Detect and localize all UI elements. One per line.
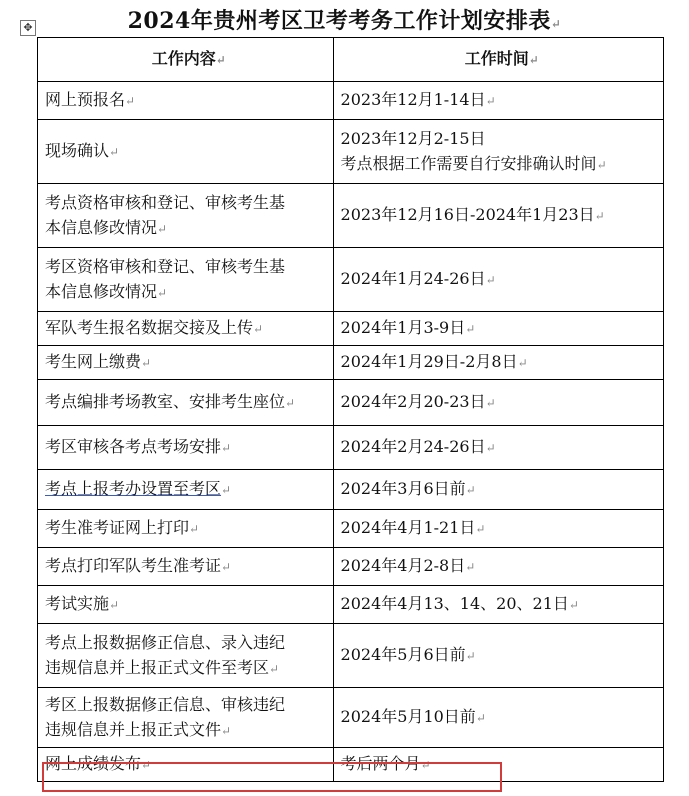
cell-line: 考点编排考场教室、安排考生座位↵ [45, 392, 296, 411]
cell-line: 2024年4月13、14、20、21日↵ [340, 594, 579, 613]
paragraph-mark: ↵ [465, 483, 476, 497]
table-row [38, 184, 664, 248]
task-cell[interactable] [38, 248, 334, 312]
time-cell[interactable] [333, 586, 663, 624]
cell-line: 考点上报数据修正信息、录入违纪 [45, 632, 286, 652]
paragraph-mark: ↵ [594, 209, 605, 223]
cell-line: 2024年2月24-26日↵ [340, 437, 496, 456]
paragraph-mark: ↵ [568, 598, 579, 612]
paragraph-mark: ↵ [465, 322, 476, 336]
cell-line: 2024年2月20-23日↵ [340, 392, 496, 411]
cell-line: 2024年1月3-9日↵ [340, 318, 476, 337]
cell-line: 考区上报数据修正信息、审核违纪 [45, 694, 286, 714]
paragraph-mark: ↵ [475, 522, 486, 536]
task-cell[interactable] [38, 624, 334, 688]
task-cell[interactable] [38, 380, 334, 426]
paragraph-mark: ↵ [485, 441, 496, 455]
time-cell[interactable] [333, 346, 663, 380]
task-cell[interactable] [38, 426, 334, 470]
table-row [38, 82, 664, 120]
paragraph-mark: ↵ [221, 560, 232, 574]
time-cell[interactable] [333, 120, 663, 184]
header-time: 工作时间↵ [333, 38, 663, 82]
cell-line: 2024年4月1-21日↵ [340, 518, 486, 537]
paragraph-mark: ↵ [285, 396, 296, 410]
cell-line: 考生准考证网上打印↵ [45, 518, 200, 537]
cell-line: 考生网上缴费↵ [45, 352, 152, 371]
task-cell[interactable] [38, 548, 334, 586]
paragraph-mark: ↵ [596, 157, 607, 172]
paragraph-mark: ↵ [109, 145, 120, 159]
table-row [38, 120, 664, 184]
time-cell[interactable] [333, 380, 663, 426]
table-row [38, 510, 664, 548]
cell-line: 2024年5月10日前↵ [340, 707, 486, 726]
cell-line: 2024年5月6日前↵ [340, 645, 476, 664]
cell-line: 考点打印军队考生准考证↵ [45, 556, 232, 575]
cell-line: 网上预报名↵ [45, 90, 136, 109]
table-row [38, 688, 664, 748]
paragraph-mark: ↵ [125, 94, 136, 108]
paragraph-mark: ↵ [465, 560, 476, 574]
paragraph-mark: ↵ [157, 221, 168, 236]
time-cell[interactable] [333, 470, 663, 510]
cell-line: 2023年12月1-14日↵ [340, 90, 496, 109]
time-cell[interactable] [333, 82, 663, 120]
table-row [38, 346, 664, 380]
cell-line: 考后两个月↵ [340, 754, 431, 773]
cell-line: 考区审核各考点考场安排↵ [45, 437, 232, 456]
cell-line: 2023年12月2-15日 [340, 128, 486, 148]
task-cell[interactable] [38, 184, 334, 248]
task-cell[interactable] [38, 586, 334, 624]
cell-line: 违规信息并上报正式文件至考区↵ [45, 657, 280, 677]
cell-line: 网上成绩发布↵ [45, 754, 152, 773]
time-cell[interactable] [333, 548, 663, 586]
table-row [38, 380, 664, 426]
paragraph-mark: ↵ [465, 649, 476, 663]
paragraph-mark: ↵ [485, 273, 496, 287]
table-row [38, 470, 664, 510]
task-cell[interactable] [38, 82, 334, 120]
cell-line: 2024年3月6日前↵ [340, 479, 476, 498]
time-cell[interactable] [333, 688, 663, 748]
table-row [38, 586, 664, 624]
cell-line: 2024年4月2-8日↵ [340, 556, 476, 575]
time-cell[interactable] [333, 184, 663, 248]
paragraph-mark: ↵ [420, 758, 431, 772]
highlight-box [42, 762, 502, 792]
paragraph-mark: ↵ [253, 322, 264, 336]
paragraph-mark: ↵ [157, 285, 168, 300]
cell-line: 违规信息并上报正式文件↵ [45, 719, 232, 739]
table-row [38, 312, 664, 346]
cell-line: 本信息修改情况↵ [45, 217, 168, 237]
document-title: 2024年贵州考区卫考考务工作计划安排表↵ [127, 8, 562, 34]
time-cell[interactable] [333, 624, 663, 688]
cell-line: 现场确认↵ [45, 141, 120, 160]
paragraph-mark: ↵ [221, 723, 232, 738]
time-cell[interactable] [333, 312, 663, 346]
task-cell[interactable] [38, 120, 334, 184]
table-row [38, 248, 664, 312]
cell-line: 考试实施↵ [45, 594, 120, 613]
table-header-row [38, 38, 664, 82]
cell-line: 2024年1月24-26日↵ [340, 269, 496, 288]
paragraph-mark: ↵ [475, 711, 486, 725]
cell-line: 考点资格审核和登记、审核考生基 [45, 192, 286, 212]
paragraph-mark: ↵ [189, 522, 200, 536]
cell-line: 2023年12月16日-2024年1月23日↵ [340, 205, 605, 224]
cell-line: 军队考生报名数据交接及上传↵ [45, 318, 264, 337]
paragraph-mark: ↵ [517, 356, 528, 370]
paragraph-mark: ↵ [485, 94, 496, 108]
paragraph-mark: ↵ [109, 598, 120, 612]
header-task: 工作内容↵ [38, 38, 334, 82]
paragraph-mark: ↵ [141, 758, 152, 772]
task-cell[interactable] [38, 470, 334, 510]
table-row [38, 426, 664, 470]
time-cell[interactable] [333, 426, 663, 470]
paragraph-mark: ↵ [141, 356, 152, 370]
task-cell[interactable] [38, 510, 334, 548]
paragraph-mark: ↵ [221, 441, 232, 455]
task-cell[interactable] [38, 688, 334, 748]
paragraph-mark: ↵ [221, 483, 232, 497]
time-cell[interactable] [333, 510, 663, 548]
cell-line: 考区资格审核和登记、审核考生基 [45, 256, 286, 276]
paragraph-mark: ↵ [485, 396, 496, 410]
cell-line: 2024年1月29日-2月8日↵ [340, 352, 528, 371]
task-cell[interactable] [38, 312, 334, 346]
cell-line: 本信息修改情况↵ [45, 281, 168, 301]
table-row [38, 624, 664, 688]
move-cross-icon[interactable]: ✥ [20, 20, 36, 36]
schedule-table [37, 37, 664, 782]
paragraph-mark: ↵ [269, 661, 280, 676]
table-row [38, 548, 664, 586]
task-cell[interactable] [38, 346, 334, 380]
cell-line: 考点上报考办设置至考区↵ [45, 479, 232, 498]
cell-line: 考点根据工作需要自行安排确认时间↵ [340, 153, 607, 173]
time-cell[interactable] [333, 248, 663, 312]
